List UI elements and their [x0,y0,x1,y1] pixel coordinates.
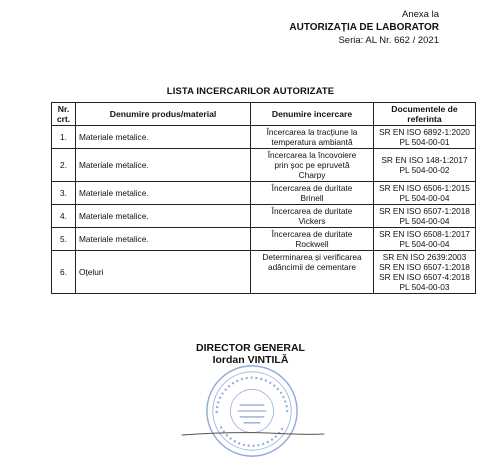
row-number: 5. [52,228,76,251]
table-header-row [52,103,476,126]
row-number: 6. [52,251,76,294]
test-cell: Încercarea de duritate Rockwell [251,228,374,251]
test-cell: Încercarea la încovoiere prin șoc pe epruvetă Charpy [251,149,374,182]
row-number: 4. [52,205,76,228]
annex-label: Anexa la [402,9,439,20]
reference-cell: SR EN ISO 148-1:2017 PL 504-00-02 [374,149,476,182]
row-number: 2. [52,149,76,182]
signatory-name: Iordan VINTILĂ [212,354,289,366]
authorization-series: Seria: AL Nr. 662 / 2021 [338,35,439,46]
header-test: Denumire incercare [251,103,374,126]
test-cell: Încercarea de duritate Brinell [251,182,374,205]
authorization-title: AUTORIZAȚIA DE LABORATOR [289,22,439,33]
product-cell: Materiale metalice. [76,149,251,182]
product-cell: Materiale metalice. [76,126,251,149]
row-number: 1. [52,126,76,149]
reference-cell: SR EN ISO 6506-1:2015 PL 504-00-04 [374,182,476,205]
reference-cell: SR EN ISO 6892-1:2020 PL 504-00-01 [374,126,476,149]
annex-header [289,8,439,47]
handwritten-signature [178,421,328,461]
table-row [52,228,476,251]
signature-block [0,342,501,366]
table-row [52,182,476,205]
product-cell: Materiale metalice. [76,182,251,205]
test-cell: Determinarea și verificarea adâncimii de cementare [251,251,374,294]
product-cell: Materiale metalice. [76,228,251,251]
table-row [52,205,476,228]
product-cell: Materiale metalice. [76,205,251,228]
signatory-role: DIRECTOR GENERAL [196,342,305,354]
reference-cell: SR EN ISO 2639:2003 SR EN ISO 6507-1:2018 SR EN ISO 6507-4:2018 PL 504-00-03 [374,251,476,294]
test-cell: Încercarea la tracțiune la temperatura ambiantă [251,126,374,149]
table-row [52,251,476,294]
header-nr: Nr. crt. [52,103,76,126]
product-cell: Oțeluri [76,251,251,294]
table-row [52,126,476,149]
reference-cell: SR EN ISO 6508-1:2017 PL 504-00-04 [374,228,476,251]
row-number: 3. [52,182,76,205]
table-row [52,149,476,182]
test-cell: Încercarea de duritate Vickers [251,205,374,228]
list-title: LISTA INCERCARILOR AUTORIZATE [166,86,335,97]
authorized-tests-table [51,102,476,294]
reference-cell: SR EN ISO 6507-1:2018 PL 504-00-04 [374,205,476,228]
header-product: Denumire produs/material [76,103,251,126]
header-reference: Documentele de referinta [374,103,476,126]
